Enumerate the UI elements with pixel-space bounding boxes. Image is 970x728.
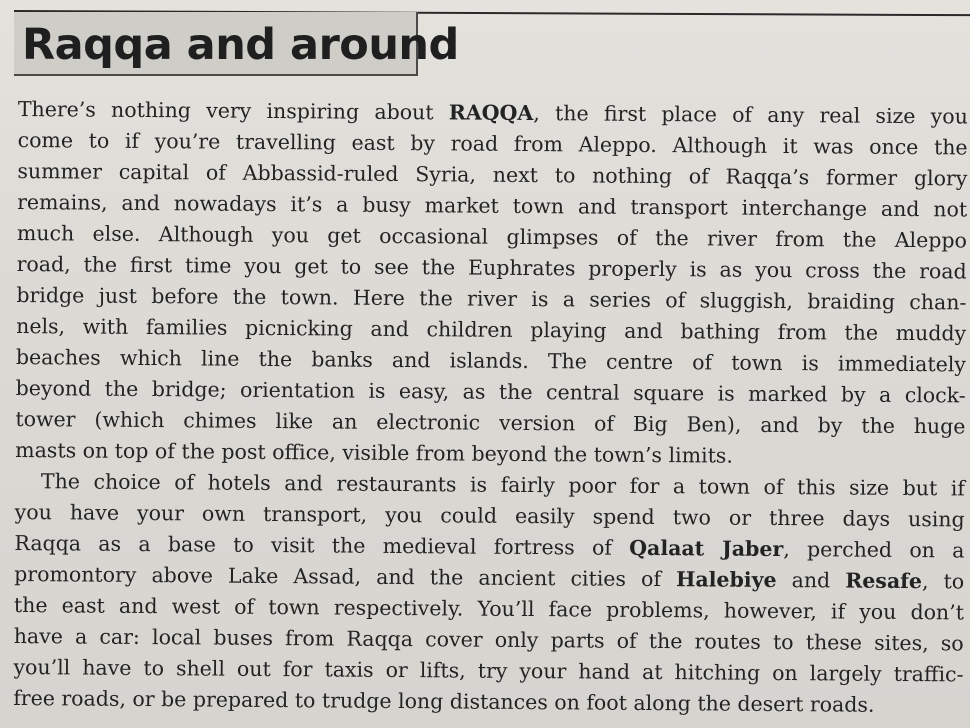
text-run: , perched on a xyxy=(783,537,965,563)
text-run: road, the first time you get to see the Euphrates properly is as you cross the road xyxy=(16,251,967,284)
text-run: summer capital of Abbassid-ruled Syria, next to nothing of Raqqa’s former glory xyxy=(17,158,968,191)
text-run: you have your own transport, you could easily spend two or three days using xyxy=(14,499,965,532)
text-run: , the first place of any real size you xyxy=(533,101,968,129)
text-run: come to if you’re travelling east by road from Aleppo. Although it was once the xyxy=(17,127,968,160)
paragraph xyxy=(13,466,965,721)
text-run: much else. Although you get occasional glimpses of the river from the Aleppo xyxy=(16,220,967,253)
text-run: beaches which line the banks and islands. The centre of town is immediately xyxy=(15,344,966,377)
bold-place-name: RAQQA xyxy=(448,100,534,126)
text-run: promontory above Lake Assad, and the ancient cities of xyxy=(14,561,677,592)
text-run: tower (which chimes like an electronic version of Big Ben), and by the huge xyxy=(15,406,966,439)
paragraph xyxy=(15,94,968,473)
text-run: and xyxy=(776,567,846,593)
text-run: bridge just before the town. Here the river is a series of sluggish, braiding chan- xyxy=(16,282,967,315)
text-run: Raqqa as a base to visit the medieval fortress of xyxy=(14,530,630,560)
bold-place-name: Resafe xyxy=(845,568,923,594)
text-line xyxy=(13,683,963,721)
text-run: beyond the bridge; orientation is easy, as the central square is marked by a clock- xyxy=(15,375,966,408)
text-run: masts on top of the post office, visible from beyond the town’s limits. xyxy=(15,437,734,468)
text-run: the east and west of town respectively. You’ll face problems, however, if you don’t xyxy=(13,592,965,625)
bold-place-name: Qalaat Jaber xyxy=(629,535,784,562)
text-run: you’ll have to shell out for taxis or lifts, try your hand at hitching on largely traffic- xyxy=(13,654,964,687)
text-run: There’s nothing very inspiring about xyxy=(17,96,449,125)
text-run: have a car: local buses from Raqqa cover only parts of the routes to these sites, so xyxy=(13,623,964,656)
text-run: , to xyxy=(921,569,965,594)
bold-place-name: Halebiye xyxy=(675,567,777,592)
body-text xyxy=(13,94,968,721)
text-run: free roads, or be prepared to trudge long distances on foot along the desert roads. xyxy=(13,685,875,717)
text-run: remains, and nowadays it’s a busy market town and transport interchange and not xyxy=(17,189,968,222)
section-heading: Raqqa and around xyxy=(22,20,459,70)
text-run: The choice of hotels and restaurants is fairly poor for a town of this size but if xyxy=(40,469,966,501)
text-run: nels, with families picnicking and children playing and bathing from the muddy xyxy=(16,313,967,346)
